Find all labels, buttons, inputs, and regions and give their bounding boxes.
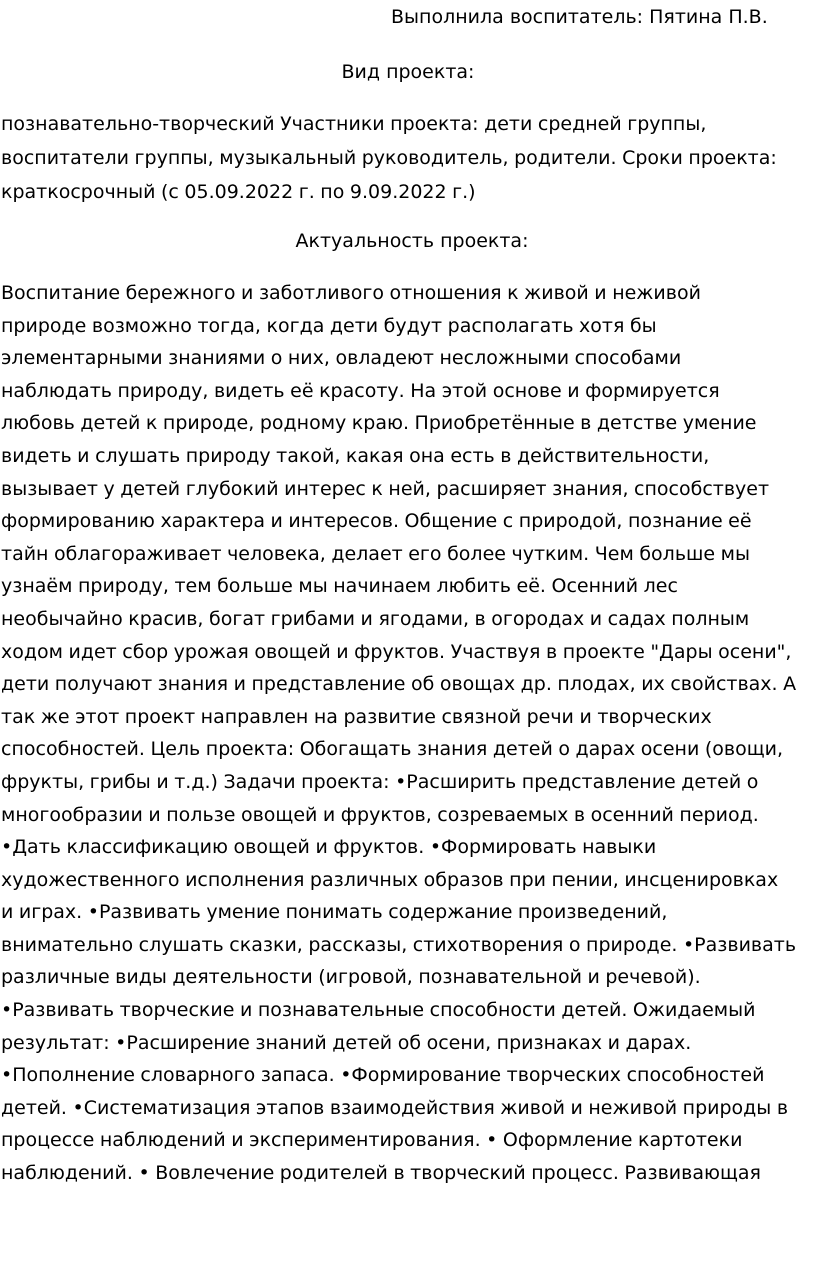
paragraph-line: художественного исполнения различных образов при пении, инсценировках [1,868,779,891]
paragraph-line: •Пополнение словарного запаса. •Формирование творческих способностей [1,1064,765,1087]
paragraph-line: наблюдать природу, видеть её красоту. На этой основе и формируется [1,379,720,402]
author-line: Выполнила воспитатель: Пятина П.В. [391,6,768,28]
paragraph-line: элементарными знаниями о них, овладеют несложными способами [1,347,682,370]
paragraph-line: различные виды деятельности (игровой, познавательной и речевой). [1,966,701,989]
paragraph-line: дети получают знания и представление об овощах др. плодах, их свойствах. А [1,673,797,696]
paragraph-line: внимательно слушать сказки, рассказы, стихотворения о природе. •Развивать [1,933,797,956]
relevance-heading: Актуальность проекта: [295,230,529,252]
paragraph-line: любовь детей к природе, родному краю. Приобретённые в детстве умение [1,412,757,435]
paragraph-line: фрукты, грибы и т.д.) Задачи проекта: •Расширить представление детей о [1,770,759,793]
paragraph-line: детей. •Систематизация этапов взаимодействия живой и неживой природы в [1,1096,789,1119]
paragraph-line: способностей. Цель проекта: Обогащать знания детей о дарах осени (овощи, [1,738,783,761]
project-info-paragraph [1,107,816,209]
paragraph-line: узнаём природу, тем больше мы начинаем любить её. Осенний лес [1,575,678,598]
paragraph-line: необычайно красив, богат грибами и ягодами, в огородах и садах полным [1,607,750,630]
paragraph-line: ходом идет сбор урожая овощей и фруктов. Участвуя в проекте "Дары осени", [1,640,792,663]
paragraph-line: природе возможно тогда, когда дети будут располагать хотя бы [1,314,657,337]
paragraph-line: и играх. •Развивать умение понимать содержание произведений, [1,901,668,924]
paragraph-line: •Развивать творческие и познавательные способности детей. Ожидаемый [1,999,756,1022]
project-type-heading: Вид проекта: [341,61,475,83]
paragraph-line: познавательно-творческий Участники проекта: дети средней группы, [1,113,707,135]
paragraph-line: наблюдений. • Вовлечение родителей в творческий процесс. Развивающая [1,1162,761,1185]
paragraph-line: тайн облагораживает человека, делает его более чутким. Чем больше мы [1,542,750,565]
paragraph-line: вызывает у детей глубокий интерес к ней, расширяет знания, способствует [1,477,770,500]
paragraph-line: многообразии и пользе овощей и фруктов, созреваемых в осенний период. [1,803,759,826]
paragraph-line: формированию характера и интересов. Общение с природой, познание её [1,510,752,533]
relevance-paragraph [1,277,816,1190]
paragraph-line: воспитатели группы, музыкальный руководитель, родители. Сроки проекта: [1,147,777,169]
paragraph-line: так же этот проект направлен на развитие связной речи и творческих [1,705,712,728]
paragraph-line: результат: •Расширение знаний детей об осени, признаках и дарах. [1,1031,692,1054]
paragraph-line: видеть и слушать природу такой, какая она есть в действительности, [1,444,710,467]
paragraph-line: Воспитание бережного и заботливого отношения к живой и неживой [1,282,701,304]
paragraph-line: •Дать классификацию овощей и фруктов. •Формировать навыки [1,836,657,859]
paragraph-line: процессе наблюдений и экспериментирования. • Оформление картотеки [1,1129,743,1152]
paragraph-line: краткосрочный (с 05.09.2022 г. по 9.09.2022 г.) [1,181,476,203]
